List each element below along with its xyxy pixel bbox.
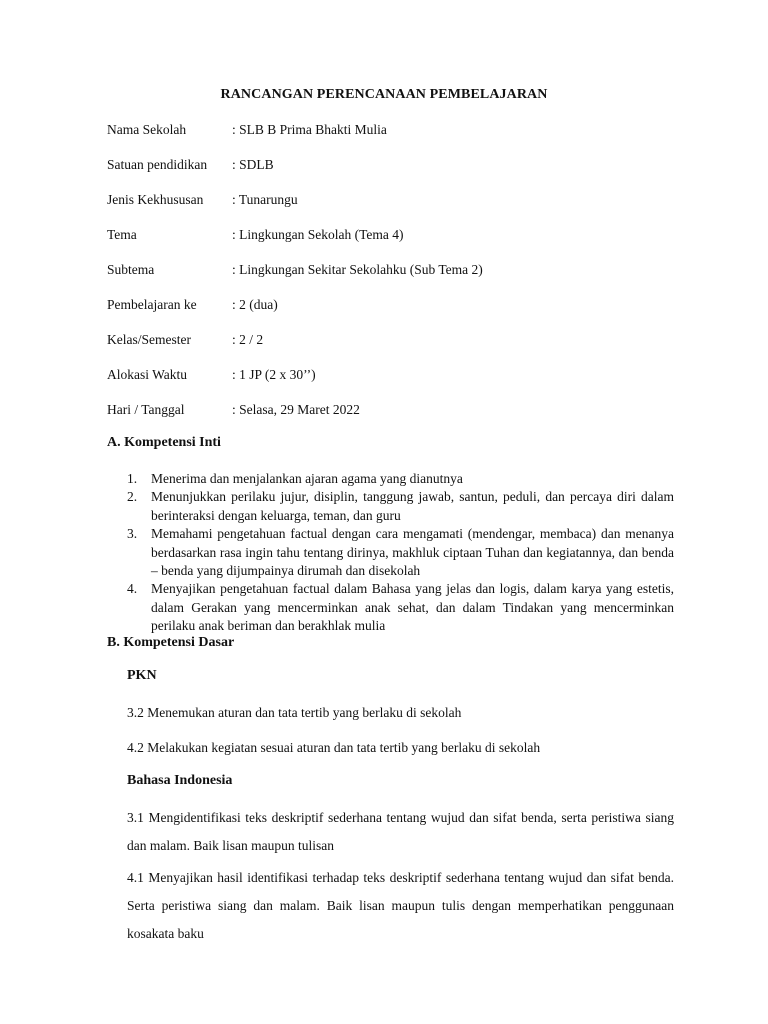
- info-label: Subtema: [107, 262, 155, 277]
- list-item: [107, 470, 674, 488]
- list-item: [107, 525, 674, 580]
- info-label: Pembelajaran ke: [107, 297, 197, 312]
- list-item-number: 3.: [127, 526, 138, 542]
- list-item-text: Menyajikan pengetahuan factual dalam Bahasa yang jelas dan logis, dalam karya yang estetis, dalam Gerakan yang mencerminkan anak sehat, dan dalam Tindakan yang mencerminkan perilaku anak beriman dan berakhlak mulia: [151, 581, 674, 634]
- section-heading-kompetensi-inti: A. Kompetensi Inti: [107, 435, 221, 450]
- section-heading-kompetensi-dasar: B. Kompetensi Dasar: [107, 635, 235, 650]
- info-value: : SDLB: [232, 157, 274, 172]
- list-item-number: 2.: [127, 489, 138, 505]
- list-item: [107, 580, 674, 635]
- kd-item: 4.1 Menyajikan hasil identifikasi terhadap teks deskriptif sederhana tentang wujud dan sifat benda. Serta peristiwa siang dan malam. Baik lisan maupun tulis dengan memperhatikan penggunaan kosakata baku: [127, 870, 674, 941]
- list-item: [107, 488, 674, 525]
- info-label: Nama Sekolah: [107, 122, 187, 137]
- info-value: : 2 (dua): [232, 297, 278, 312]
- subject-title-bahasa-indonesia: Bahasa Indonesia: [127, 773, 233, 788]
- kd-item: 3.1 Mengidentifikasi teks deskriptif sederhana tentang wujud dan sifat benda, serta peristiwa siang dan malam. Baik lisan maupun tulisan: [127, 810, 674, 853]
- kd-item: 3.2 Menemukan aturan dan tata tertib yang berlaku di sekolah: [127, 705, 462, 720]
- document-title: RANCANGAN PERENCANAAN PEMBELAJARAN: [220, 87, 548, 102]
- list-item-text: Menerima dan menjalankan ajaran agama yang dianutnya: [151, 471, 463, 486]
- info-label: Jenis Kekhususan: [107, 192, 204, 207]
- list-item-number: 4.: [127, 581, 138, 597]
- kompetensi-inti-list: [107, 470, 674, 636]
- info-value: : 2 / 2: [232, 332, 264, 347]
- info-label: Tema: [107, 227, 137, 242]
- info-label: Satuan pendidikan: [107, 157, 208, 172]
- subject-title-pkn: PKN: [127, 668, 157, 683]
- info-value: : Lingkungan Sekolah (Tema 4): [232, 227, 404, 242]
- info-value: : Selasa, 29 Maret 2022: [232, 402, 360, 417]
- info-value: : Lingkungan Sekitar Sekolahku (Sub Tema 2): [232, 262, 483, 277]
- info-value: : SLB B Prima Bhakti Mulia: [232, 122, 387, 137]
- list-item-text: Memahami pengetahuan factual dengan cara mengamati (mendengar, membaca) dan menanya berdasarkan rasa ingin tahu tentang dirinya, makhluk ciptaan Tuhan dan kegiatannya, dan benda – benda yang dijumpainya dirumah dan disekolah: [151, 526, 674, 579]
- list-item-text: Menunjukkan perilaku jujur, disiplin, tanggung jawab, santun, peduli, dan percaya diri dalam berinteraksi dengan keluarga, teman, dan guru: [151, 489, 674, 523]
- kd-item: 4.2 Melakukan kegiatan sesuai aturan dan tata tertib yang berlaku di sekolah: [127, 740, 541, 755]
- info-label: Kelas/Semester: [107, 332, 191, 347]
- info-label: Hari / Tanggal: [107, 402, 185, 417]
- list-item-number: 1.: [127, 471, 138, 486]
- info-value: : 1 JP (2 x 30’’): [232, 367, 316, 382]
- info-label: Alokasi Waktu: [107, 367, 188, 382]
- info-value: : Tunarungu: [232, 192, 298, 207]
